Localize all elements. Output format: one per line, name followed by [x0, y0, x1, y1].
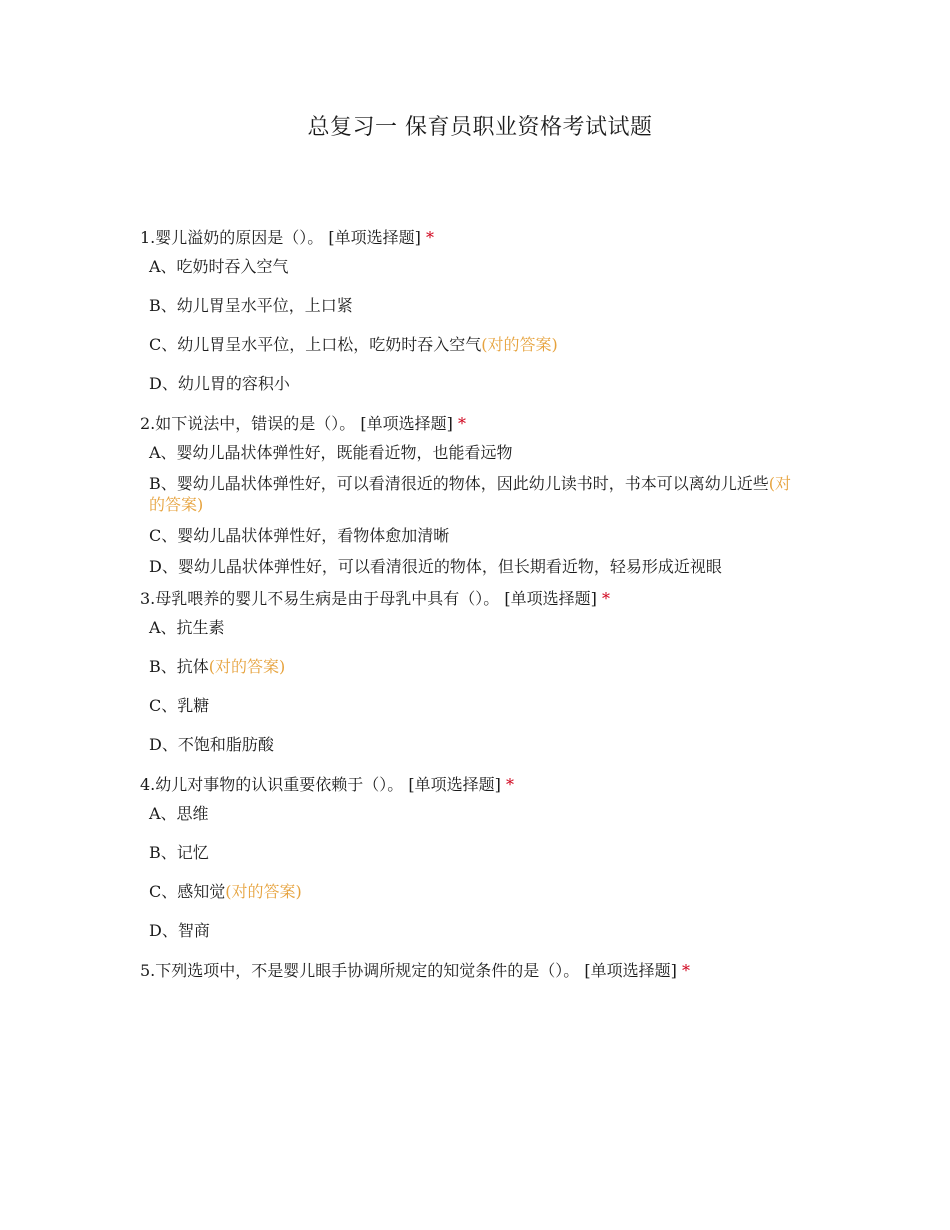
option-a: A、吃奶时吞入空气 [149, 257, 289, 276]
question-text: 2.如下说法中，错误的是（）。 [单项选择题] * [140, 414, 466, 433]
answer-tag: (对的答案) [225, 882, 302, 901]
option-b: B、抗体(对的答案) [149, 657, 286, 676]
question-text: 1.婴儿溢奶的原因是（）。 [单项选择题] * [140, 228, 434, 247]
question-4 [140, 773, 805, 941]
answer-tag: (对的答案) [208, 657, 286, 676]
question-3 [140, 587, 805, 755]
question-text: 4.幼儿对事物的认识重要依赖于（）。 [单项选择题] * [140, 775, 514, 794]
option-d: D、幼儿胃的容积小 [149, 374, 290, 393]
required-mark: * [505, 775, 514, 794]
question-text: 3.母乳喂养的婴儿不易生病是由于母乳中具有（）。 [单项选择题] * [140, 589, 610, 608]
option-b: B、婴幼儿晶状体弹性好，可以看清很近的物体，因此幼儿读书时，书本可以离幼儿近些(对的答案) [149, 474, 792, 514]
question-2 [140, 412, 805, 577]
answer-tag: (对的答案) [481, 335, 558, 354]
option-b: B、幼儿胃呈水平位，上口紧 [149, 296, 353, 315]
option-c: C、幼儿胃呈水平位，上口松，吃奶时吞入空气(对的答案) [149, 335, 558, 354]
option-list [140, 256, 805, 394]
option-a: A、思维 [149, 804, 209, 823]
question-1 [140, 226, 805, 394]
option-c: C、婴幼儿晶状体弹性好，看物体愈加清晰 [149, 526, 450, 545]
required-mark: * [601, 589, 610, 608]
option-list [140, 617, 805, 755]
option-d: D、婴幼儿晶状体弹性好，可以看清很近的物体，但长期看近物，轻易形成近视眼 [149, 557, 722, 576]
question-text: 5.下列选项中，不是婴儿眼手协调所规定的知觉条件的是（）。 [单项选择题] * [140, 961, 690, 980]
required-mark: * [457, 414, 466, 433]
question-5 [140, 959, 805, 983]
option-b: B、记忆 [149, 843, 209, 862]
option-list [140, 803, 805, 941]
option-c: C、乳糖 [149, 696, 210, 715]
required-mark: * [681, 961, 690, 980]
required-mark: * [425, 228, 434, 247]
option-a: A、抗生素 [149, 618, 225, 637]
document-title: 总复习一 保育员职业资格考试试题 [307, 115, 653, 140]
answer-tag: (对的答案) [149, 474, 792, 514]
question-list [140, 226, 805, 991]
option-d: D、智商 [149, 921, 210, 940]
option-c: C、感知觉(对的答案) [149, 882, 302, 901]
option-d: D、不饱和脂肪酸 [149, 735, 274, 754]
option-list [140, 442, 805, 577]
option-a: A、婴幼儿晶状体弹性好，既能看近物，也能看远物 [149, 443, 513, 462]
